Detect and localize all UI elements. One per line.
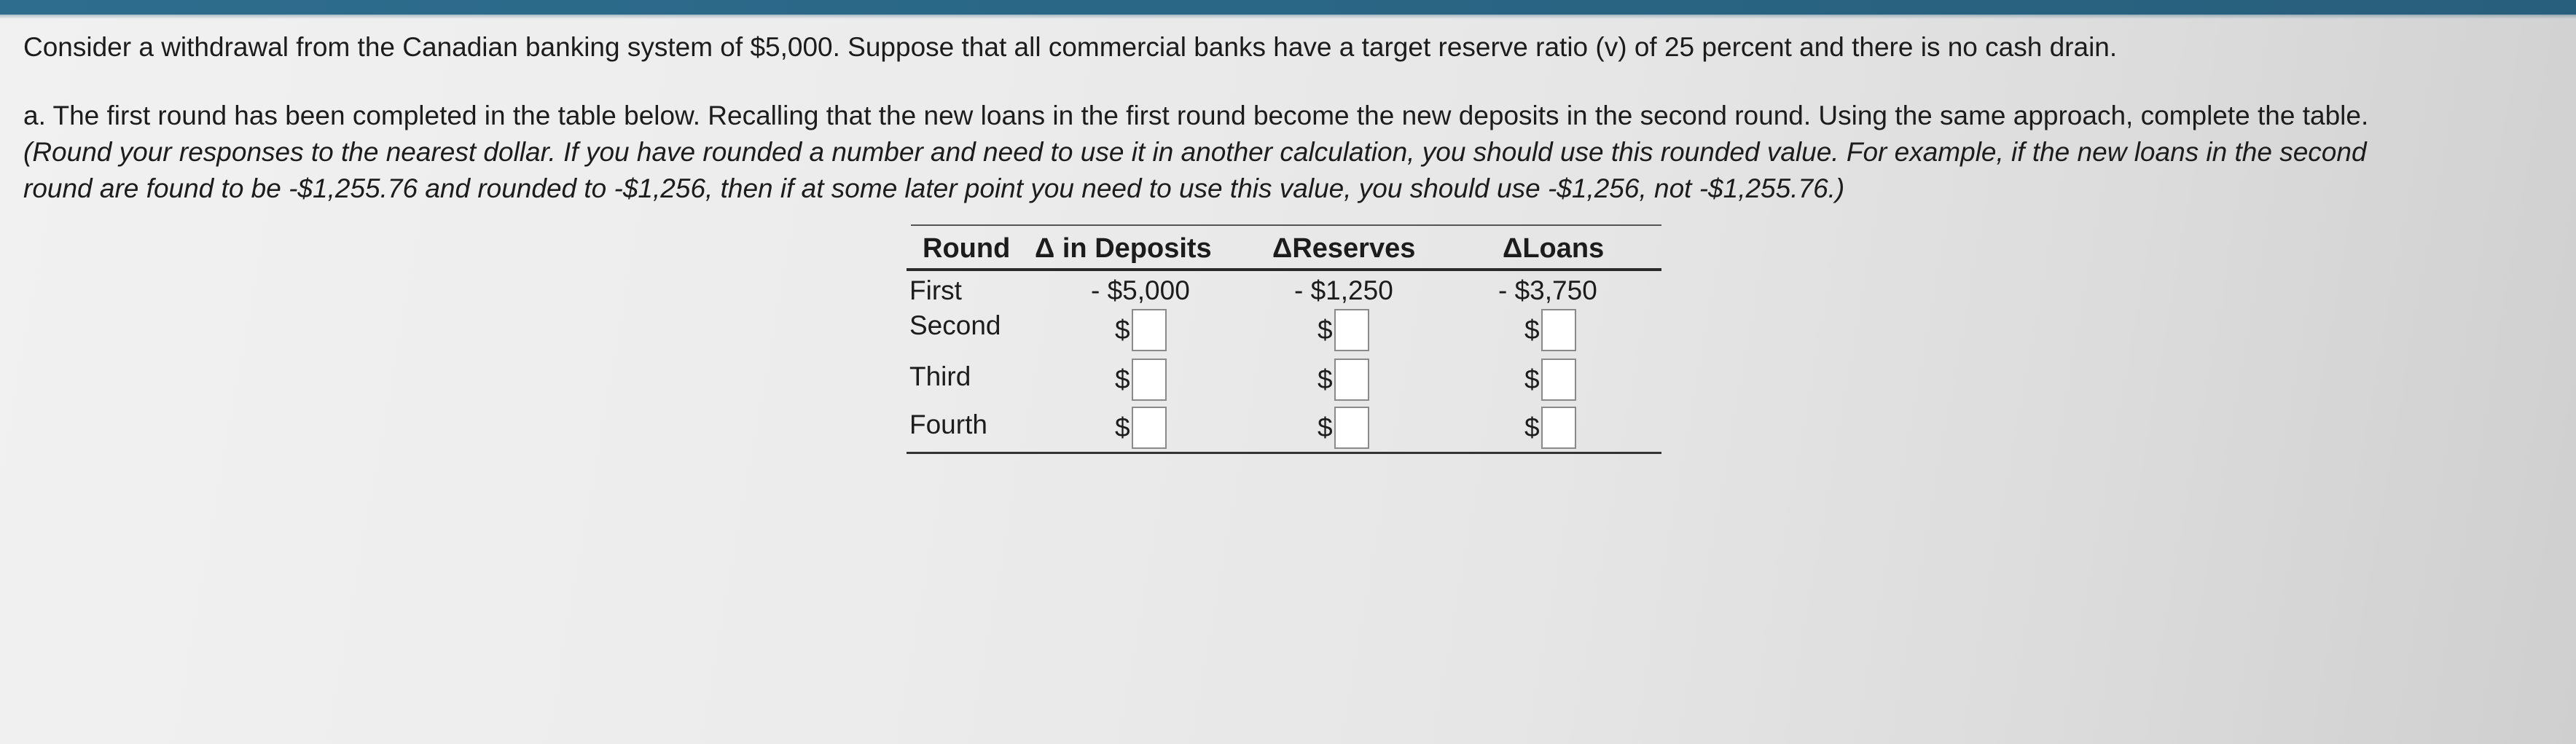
reserves-input-third[interactable] bbox=[1334, 359, 1369, 401]
part-a-line-1: a. The first round has been completed in the table below. Recalling that the new loans in the first round become the new deposits in the second round. Using the same approach, complete the table. bbox=[23, 101, 2369, 130]
header-deposits: Δ in Deposits bbox=[1035, 233, 1212, 264]
header-reserves: ΔReserves bbox=[1272, 233, 1416, 264]
table-bottom-rule bbox=[907, 452, 1661, 454]
money-creation-table bbox=[907, 224, 1661, 442]
deposits-input-second[interactable] bbox=[1132, 309, 1167, 351]
question-intro: Consider a withdrawal from the Canadian banking system of $5,000. Suppose that all commercial banks have a target reserve ratio (v) of 25 percent and there is no cash drain. bbox=[23, 32, 2118, 62]
table-header-row bbox=[907, 226, 1661, 271]
header-round: Round bbox=[923, 233, 1011, 264]
deposits-input-group bbox=[1115, 359, 1167, 401]
row-label: Second bbox=[909, 310, 1001, 340]
reserves-value: - $1,250 bbox=[1294, 275, 1393, 305]
deposits-value: - $5,000 bbox=[1091, 275, 1190, 305]
reserves-input-group bbox=[1318, 359, 1369, 401]
part-a-line-2: (Round your responses to the nearest dollar. If you have rounded a number and need to use it in another calculation, you should use this rounded value. For example, if the new loans in the second bbox=[23, 137, 2367, 167]
part-a-line-3: round are found to be -$1,255.76 and rounded to -$1,256, then if at some later point you need to use this value, you should use -$1,256, not -$1,255.76.) bbox=[23, 173, 1845, 203]
reserves-input-group bbox=[1318, 309, 1369, 351]
dollar-sign: $ bbox=[1524, 412, 1540, 442]
question-content bbox=[23, 29, 2545, 207]
browser-top-bar bbox=[0, 0, 2576, 15]
header-loans: ΔLoans bbox=[1503, 233, 1605, 264]
loans-input-group bbox=[1524, 359, 1576, 401]
loans-input-fourth[interactable] bbox=[1541, 407, 1576, 449]
dollar-sign: $ bbox=[1115, 412, 1130, 442]
dollar-sign: $ bbox=[1318, 315, 1333, 345]
loans-value: - $3,750 bbox=[1498, 275, 1597, 305]
dollar-sign: $ bbox=[1115, 364, 1130, 394]
deposits-input-group bbox=[1115, 309, 1167, 351]
row-label: First bbox=[909, 275, 962, 305]
dollar-sign: $ bbox=[1318, 412, 1333, 442]
loans-input-group bbox=[1524, 407, 1576, 449]
dollar-sign: $ bbox=[1524, 315, 1540, 345]
deposits-input-fourth[interactable] bbox=[1132, 407, 1167, 449]
reserves-input-fourth[interactable] bbox=[1334, 407, 1369, 449]
deposits-input-third[interactable] bbox=[1132, 359, 1167, 401]
reserves-input-second[interactable] bbox=[1334, 309, 1369, 351]
dollar-sign: $ bbox=[1524, 364, 1540, 394]
dollar-sign: $ bbox=[1318, 364, 1333, 394]
loans-input-group bbox=[1524, 309, 1576, 351]
deposits-input-group bbox=[1115, 407, 1167, 449]
loans-input-second[interactable] bbox=[1541, 309, 1576, 351]
part-a-instructions bbox=[23, 98, 2545, 207]
loans-input-third[interactable] bbox=[1541, 359, 1576, 401]
row-label: Fourth bbox=[909, 410, 987, 439]
row-label: Third bbox=[909, 361, 971, 391]
reserves-input-group bbox=[1318, 407, 1369, 449]
dollar-sign: $ bbox=[1115, 315, 1130, 345]
